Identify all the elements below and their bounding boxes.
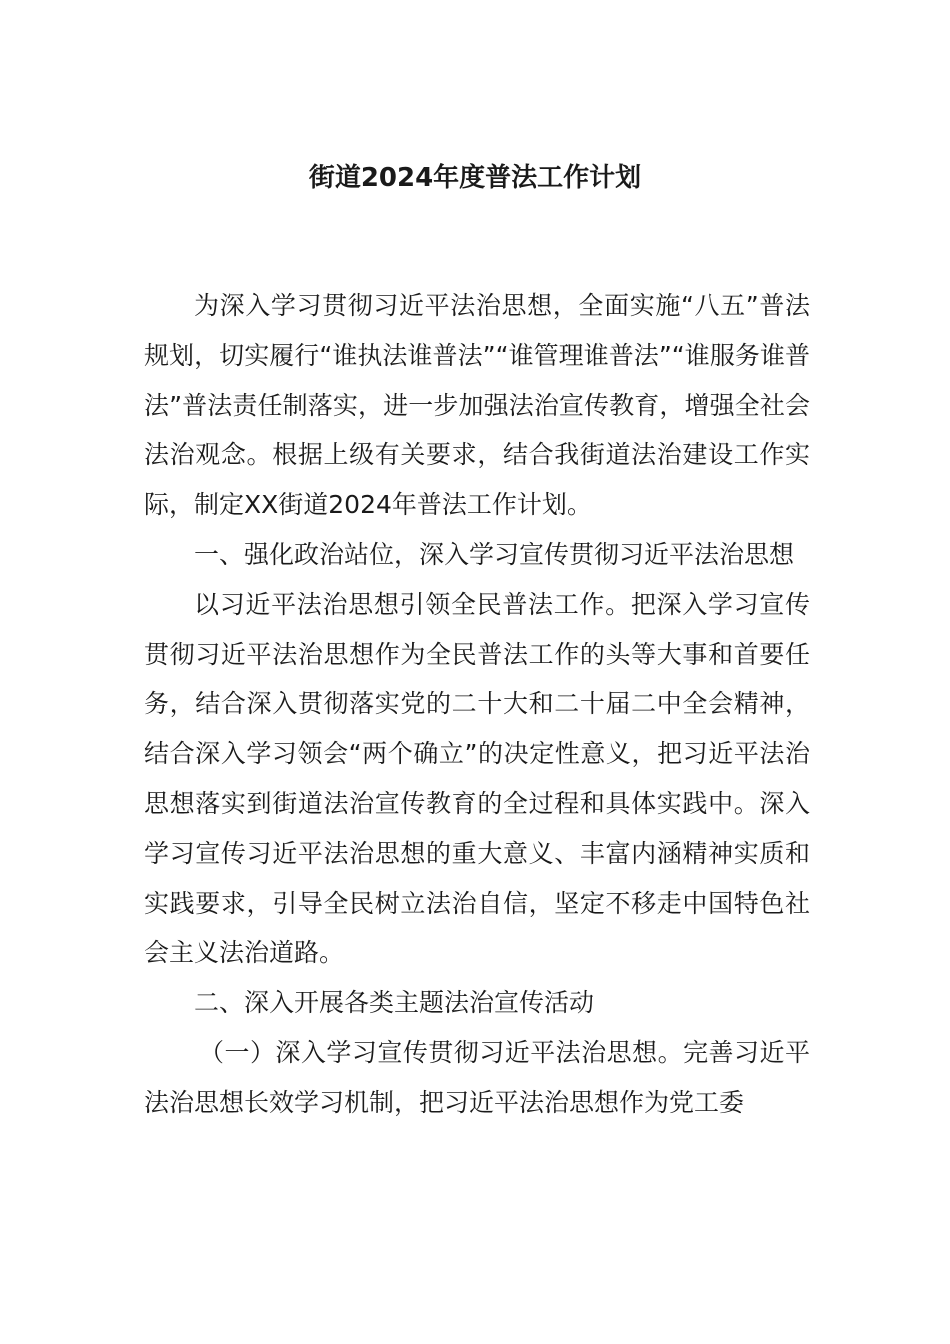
document-body xyxy=(144,281,810,1128)
section-heading-2: 二、深入开展各类主题法治宣传活动 xyxy=(194,988,595,1018)
section-heading-1: 一、强化政治站位，深入学习宣传贯彻习近平法治思想 xyxy=(194,539,795,569)
intro-paragraph: 为深入学习贯彻习近平法治思想，全面实施“八五”普法规划，切实履行“谁执法谁普法”“谁管理谁普法”“谁服务谁普法”普法责任制落实，进一步加强法治宣传教育，增强全社会法治观念。根据上级有关要求，结合我街道法治建设工作实际，制定XX街道2024年普法工作计划。 xyxy=(144,291,810,520)
document-title: 街道2024年度普法工作计划 xyxy=(308,163,642,193)
subsection-1-paragraph: （一）深入学习宣传贯彻习近平法治思想。完善习近平法治思想长效学习机制，把习近平法治思想作为党工委 xyxy=(144,1037,810,1117)
section-1-paragraph: 以习近平法治思想引领全民普法工作。把深入学习宣传贯彻习近平法治思想作为全民普法工作的头等大事和首要任务，结合深入贯彻落实党的二十大和二十届二中全会精神，结合深入学习领会“两个确立”的决定性意义，把习近平法治思想落实到街道法治宣传教育的全过程和具体实践中。深入学习宣传习近平法治思想的重大意义、丰富内涵精神实质和实践要求，引导全民树立法治自信，坚定不移走中国特色社会主义法治道路。 xyxy=(144,589,810,968)
